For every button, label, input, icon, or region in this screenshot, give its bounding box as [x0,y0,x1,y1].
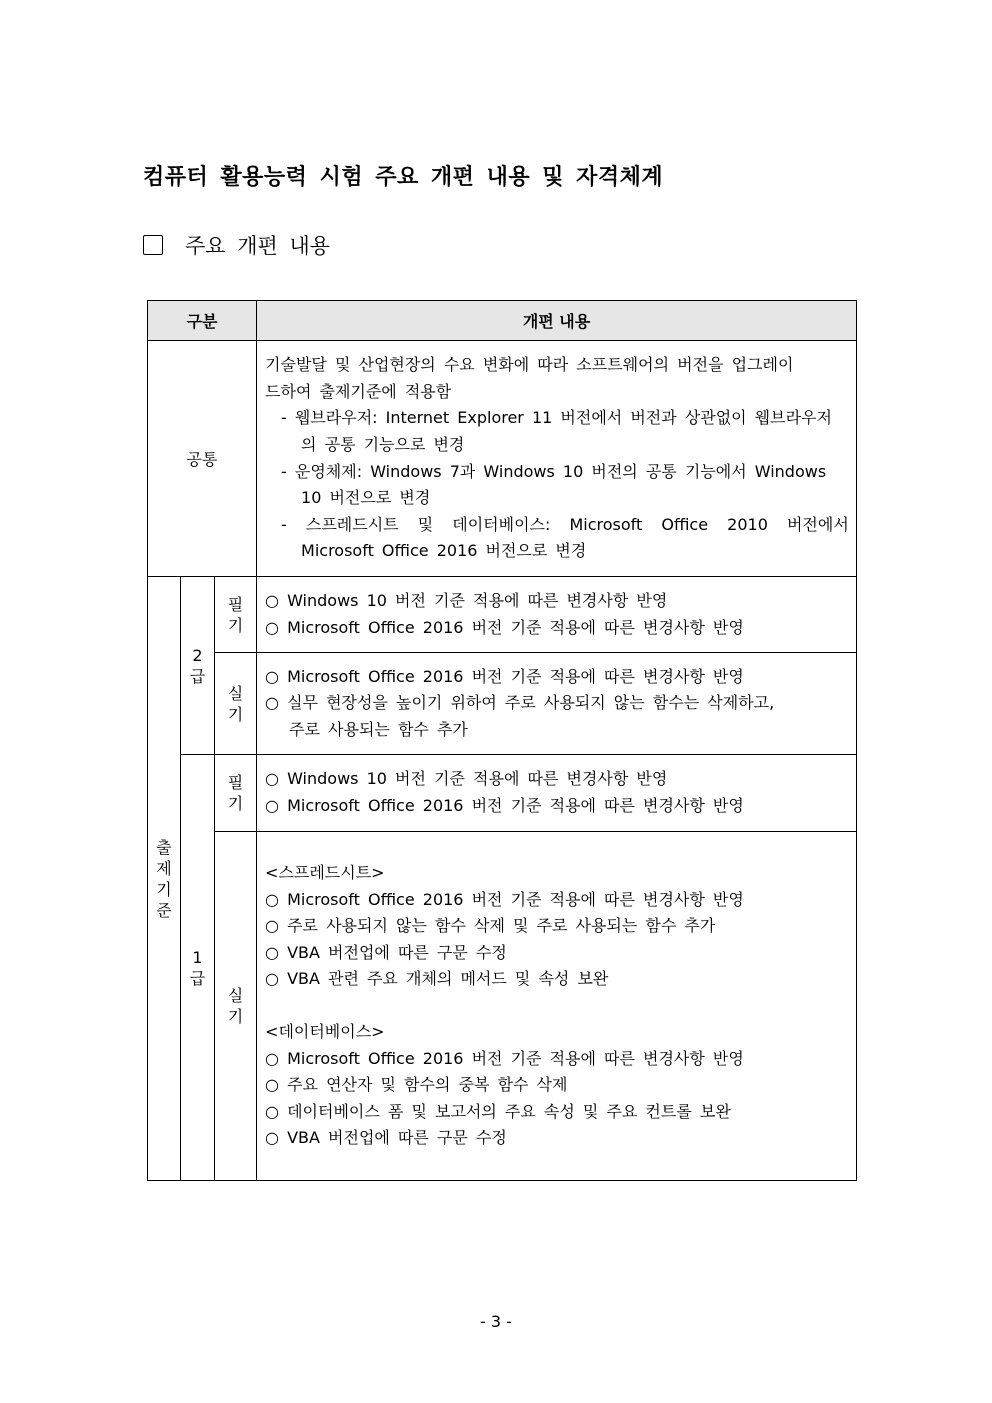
criteria-label: 출제기준 [156,837,172,920]
written-label: 필기 [227,773,244,813]
grade2-label: 2급 [189,645,206,686]
table-row-grade2-practical [148,653,857,755]
document-title: 컴퓨터 활용능력 시험 주요 개편 내용 및 자격체계 [143,165,664,190]
grade1-practical-label-cell [215,832,257,1181]
list-item: ○ 실무 현장성을 높이기 위하여 주로 사용되지 않는 함수는 삭제하고, [265,693,775,713]
table-row-grade1-practical [148,832,857,1181]
list-item: ○ 데이터베이스 폼 및 보고서의 주요 속성 및 주요 컨트롤 보완 [265,1101,731,1121]
grade2-practical-content [257,653,857,755]
section-heading [143,230,330,260]
text-line: 기술발달 및 산업현장의 수요 변화에 따라 소프트웨어의 버전을 업그레이 [265,355,794,375]
grade1-written-label-cell [215,755,257,832]
list-item: ○ Microsoft Office 2016 버전 기준 적용에 따른 변경사항 반영 [265,889,744,909]
database-heading: <데이터베이스> [265,1022,385,1041]
table-row-grade1-written [148,755,857,832]
list-item: ○ Windows 10 버전 기준 적용에 따른 변경사항 반영 [265,769,668,789]
list-item: ○ VBA 버전업에 따른 구문 수정 [265,942,507,962]
text-line: - 스프레드시트 및 데이터베이스: Microsoft Office 2010 버전에서 [281,514,849,534]
grade2-practical-label-cell [215,653,257,755]
grade1-label: 1급 [189,947,206,988]
checkbox-square-icon [143,235,163,255]
list-item: ○ Windows 10 버전 기준 적용에 따른 변경사항 반영 [265,590,668,610]
section-heading-text: 주요 개편 내용 [185,234,331,258]
text-line: Microsoft Office 2016 버전으로 변경 [301,541,587,561]
list-item: ○ Microsoft Office 2016 버전 기준 적용에 따른 변경사항 반영 [265,617,744,637]
text-line: - 운영체제: Windows 7과 Windows 10 버전의 공통 기능에서 Windows [281,461,827,481]
practical-label: 실기 [227,683,244,724]
list-item: ○ Microsoft Office 2016 버전 기준 적용에 따른 변경사항 반영 [265,1048,744,1068]
list-item: ○ 주요 연산자 및 함수의 중복 함수 삭제 [265,1075,568,1095]
spreadsheet-heading: <스프레드시트> [265,863,385,883]
criteria-label-cell [148,577,181,1181]
grade1-label-cell [181,755,215,1181]
grade1-written-content [257,755,857,832]
table-row-common [148,341,857,577]
list-item: ○ Microsoft Office 2016 버전 기준 적용에 따른 변경사항 반영 [265,666,744,686]
list-item: ○ 주로 사용되지 않는 함수 삭제 및 주로 사용되는 함수 추가 [265,916,716,936]
list-item: 주로 사용되는 함수 추가 [289,719,468,739]
table-header-row [148,301,857,341]
list-item: ○ VBA 관련 주요 개체의 메서드 및 속성 보완 [265,969,609,989]
text-line: 드하여 출제기준에 적용함 [265,381,452,401]
list-item: ○ VBA 버전업에 따른 구문 수정 [265,1128,507,1148]
practical-label: 실기 [227,986,244,1026]
grade2-written-content [257,577,857,653]
common-label: 공통 [148,341,257,577]
header-content: 개편 내용 [257,301,857,341]
page-number: - 3 - [480,1312,512,1331]
header-category: 구분 [148,301,257,341]
list-item: ○ Microsoft Office 2016 버전 기준 적용에 따른 변경사항 반영 [265,796,744,815]
table-row-grade2-written [148,577,857,653]
grade1-practical-content [257,832,857,1181]
text-line: 10 버전으로 변경 [301,488,431,508]
grade2-written-label-cell [215,577,257,653]
written-label: 필기 [227,594,244,635]
text-line: - 웹브라우저: Internet Explorer 11 버전에서 버전과 상관없이 웹브라우저 [281,408,832,428]
revision-table [147,300,857,1181]
common-content [257,341,857,577]
grade2-label-cell [181,577,215,755]
text-line: 의 공통 기능으로 변경 [301,434,465,454]
